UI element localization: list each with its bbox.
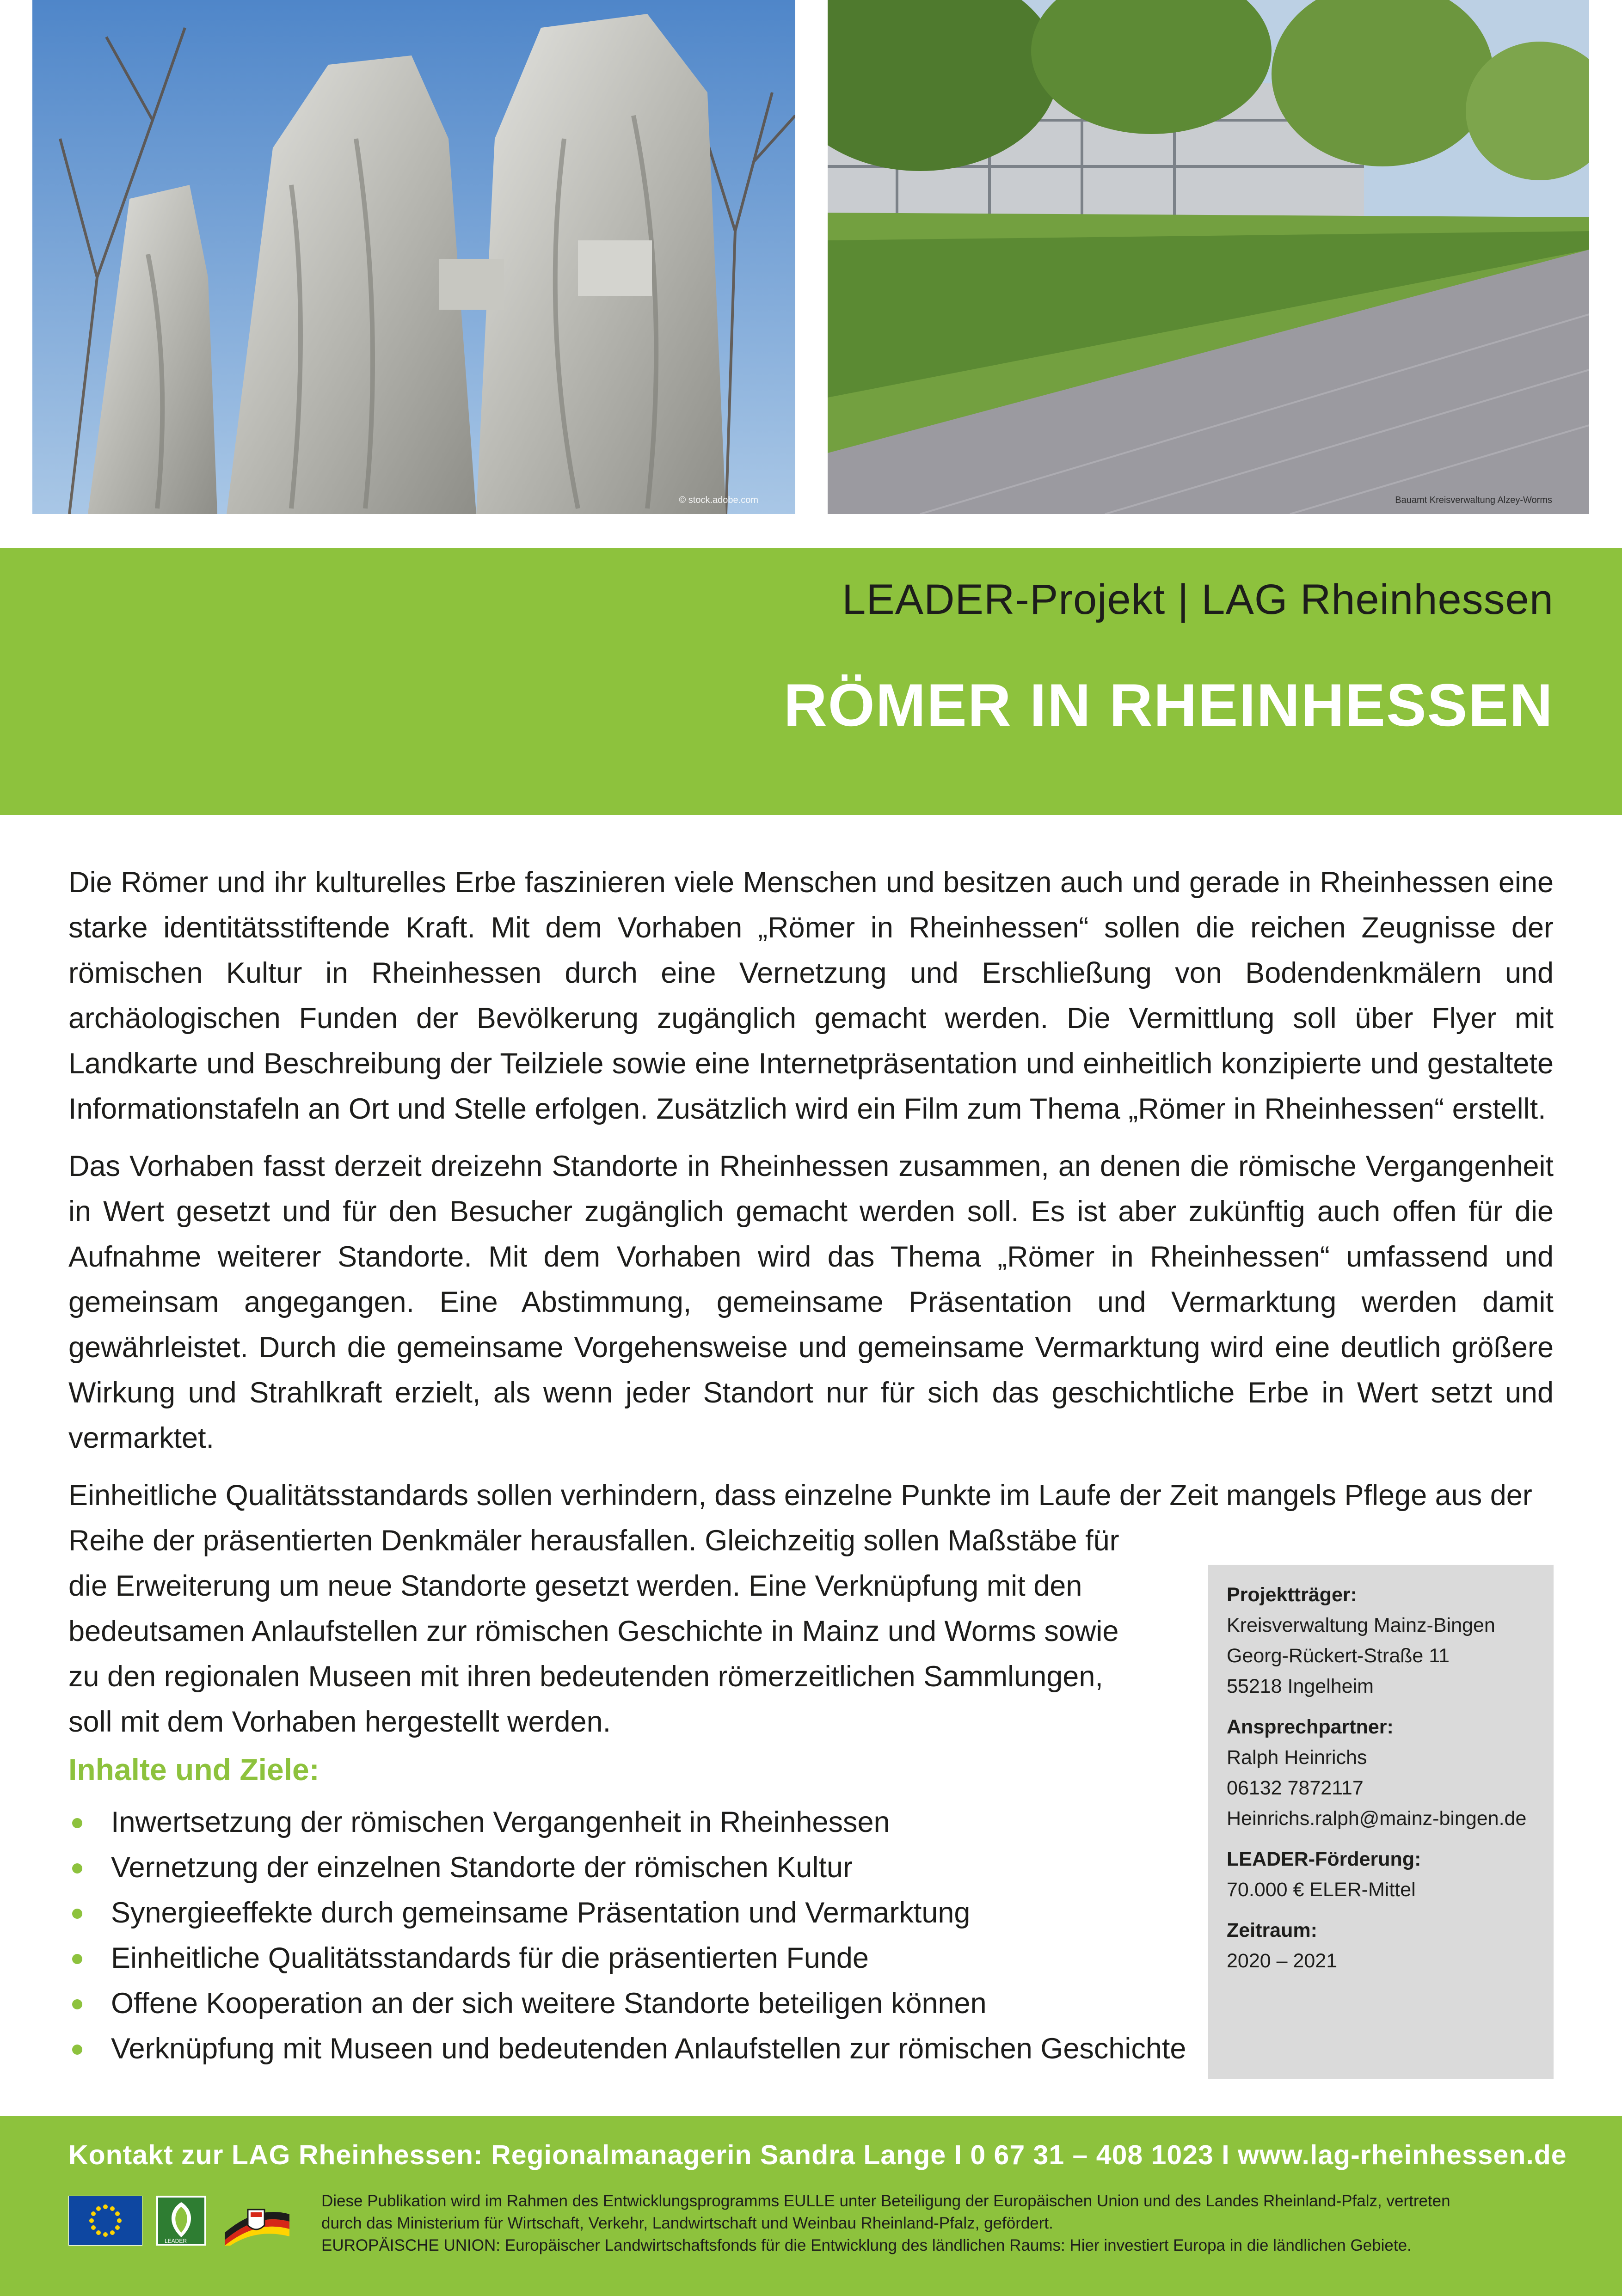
page-title: RÖMER IN RHEINHESSEN <box>783 671 1554 739</box>
contact-email[interactable]: Heinrichs.ralph@mainz-bingen.de <box>1227 1807 1527 1830</box>
list-item: Einheitliche Qualitätsstandards für die präsentierten Funde <box>68 1935 1186 1981</box>
list-item: Inwertsetzung der römischen Vergangenheit in Rheinhessen <box>68 1800 1186 1845</box>
paragraph: Reihe der präsentierten Denkmäler herausfallen. Gleichzeitig sollen Maßstäbe für die Erweiterung um neue Standorte gesetzt werden. Eine Verknüpfung mit den bedeutsamen Anlaufstellen zur römischen Geschichte in Mainz und Worms sowie zu den regionalen Museen mit ihren bedeutenden römerzeitlichen Sammlungen, soll mit dem Vorhaben hergestellt werden. <box>68 1525 1119 1738</box>
rlp-emblem-icon <box>220 2196 294 2246</box>
photo-roman-site <box>828 0 1589 514</box>
funding-notice <box>321 2190 1561 2257</box>
zeitraum-value: 2020 – 2021 <box>1227 1950 1338 1972</box>
footer <box>0 2116 1622 2296</box>
leader-logo-text: LEADER <box>165 2238 187 2244</box>
contact-phone[interactable]: 06132 7872117 <box>1227 1777 1364 1799</box>
list-item: Offene Kooperation an der sich weitere Standorte beteiligen können <box>68 1981 1186 2026</box>
logo-row <box>68 2196 294 2246</box>
paragraph: Einheitliche Qualitätsstandards sollen verhindern, dass einzelne Punkte im Laufe der Zeit mangels Pflege aus der <box>68 1479 1532 1512</box>
banner-subtitle: LEADER-Projekt | LAG Rheinhessen <box>842 576 1554 623</box>
traeger-line: 55218 Ingelheim <box>1227 1675 1374 1697</box>
photo-roman-statue <box>32 0 795 514</box>
leader-logo-icon <box>156 2196 206 2246</box>
ansprech-label: Ansprechpartner: <box>1227 1716 1394 1738</box>
goals-list <box>68 1800 1186 2071</box>
project-infobox <box>1208 1565 1554 2079</box>
list-item: Synergieeffekte durch gemeinsame Präsentation und Vermarktung <box>68 1890 1186 1935</box>
contact-name: Ralph Heinrichs <box>1227 1746 1367 1769</box>
goals-heading: Inhalte und Ziele: <box>68 1752 319 1787</box>
zeitraum-label: Zeitraum: <box>1227 1919 1317 1941</box>
traeger-label: Projektträger: <box>1227 1584 1357 1606</box>
footer-contact: Kontakt zur LAG Rheinhessen: Regionalmanagerin Sandra Lange I 0 67 31 – 408 1023 I www.lag-rheinhessen.de <box>68 2140 1567 2170</box>
paragraph: Das Vorhaben fasst derzeit dreizehn Standorte in Rheinhessen zusammen, an denen die römische Vergangenheit in Wert gesetzt und für den Besucher zugänglich gemacht werden soll. Es ist aber zukünftig auch offen für die Aufnahme weiterer Standorte. Mit dem Vorhaben wird das Thema „Römer in Rheinhessen“ umfassend und gemeinsam angegangen. Eine Abstimmung, gemeinsame Präsentation und Vermarktung werden damit gewährleistet. Durch die gemeinsame Vorgehensweise und gemeinsame Vermarktung wird eine deutlich größere Wirkung und Strahlkraft erzielt, als wenn jeder Standort nur für sich das geschichtliche Erbe in Wert setzt und vermarktet. <box>68 1150 1554 1454</box>
photo-credit: © stock.adobe.com <box>679 495 758 505</box>
traeger-line: Georg-Rückert-Straße 11 <box>1227 1645 1450 1667</box>
list-item: Vernetzung der einzelnen Standorte der römischen Kultur <box>68 1845 1186 1890</box>
paragraph: Die Römer und ihr kulturelles Erbe faszinieren viele Menschen und besitzen auch und gerade in Rheinhessen eine starke identitätsstiftende Kraft. Mit dem Vorhaben „Römer in Rheinhessen“ sollen die reichen Zeugnisse der römischen Kultur in Rheinhessen durch eine Vernetzung und Erschließung von Bodendenkmälern und archäologischen Funden der Bevölkerung zugänglich gemacht werden. Die Vermittlung soll über Flyer mit Landkarte und Beschreibung der Teilziele sowie eine Internetpräsentation und einheitlich konzipierte und gestaltete Informationstafeln an Ort und Stelle erfolgen. Zusätzlich wird ein Film zum Thema „Römer in Rheinhessen“ erstellt. <box>68 866 1554 1125</box>
foerderung-value: 70.000 € ELER-Mittel <box>1227 1879 1416 1901</box>
eu-flag-icon <box>68 2196 142 2246</box>
traeger-line: Kreisverwaltung Mainz-Bingen <box>1227 1614 1495 1636</box>
list-item: Verknüpfung mit Museen und bedeutenden Anlaufstellen zur römischen Geschichte <box>68 2026 1186 2071</box>
photo-credit: Bauamt Kreisverwaltung Alzey-Worms <box>1395 495 1552 505</box>
legal-line: durch das Ministerium für Wirtschaft, Verkehr, Landwirtschaft und Weinbau Rheinland-Pfalz, gefördert. <box>321 2214 1053 2232</box>
foerderung-label: LEADER-Förderung: <box>1227 1848 1421 1870</box>
title-banner <box>0 548 1622 815</box>
legal-line: EUROPÄISCHE UNION: Europäischer Landwirtschaftsfonds für die Entwicklung des ländlichen Raums: Hier investiert Europa in die ländlichen Gebiete. <box>321 2236 1412 2254</box>
legal-line: Diese Publikation wird im Rahmen des Entwicklungsprogramms EULLE unter Beteiligung der Europäischen Union und des Landes Rheinland-Pfalz, vertreten <box>321 2192 1450 2210</box>
